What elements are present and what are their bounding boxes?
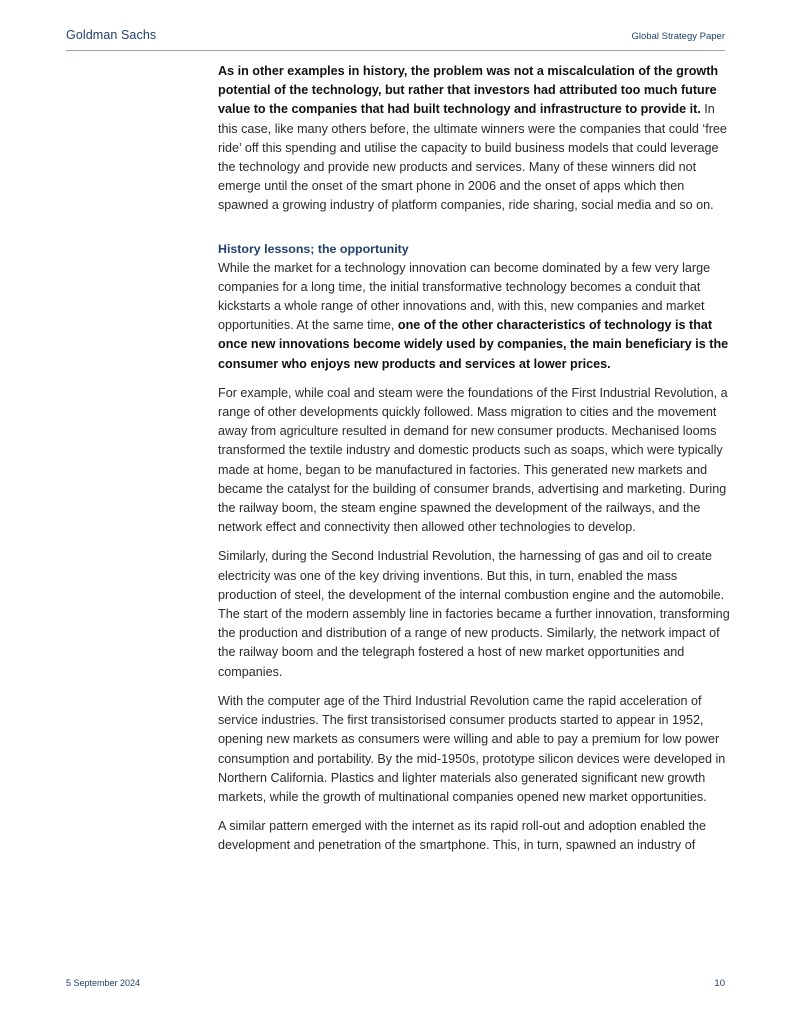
paragraph-4: Similarly, during the Second Industrial Revolution, the harnessing of gas and oil to create electricity was one of the key driving inventions. But this, in turn, enabled the mass production of steel, the development of the internal combustion engine and the automobile. The start of the modern assembly line in factories became a further innovation, transforming the production and distribution of a range of new products. Similarly, the network impact of the railway boom and the telegraph fostered a host of new market opportunities and companies. — [218, 549, 730, 679]
page-number: 10 — [714, 978, 725, 989]
brand-name: Goldman Sachs — [66, 28, 157, 42]
paragraph-2-text: While the market for a technology innovation can become dominated by a few very large companies for a long time, the initial transformative technology becomes a conduit that kickstarts a whole range of other innovations and, with this, new companies and market opportunities. At the same time, — [218, 260, 711, 333]
paragraph-6: A similar pattern emerged with the internet as its rapid roll-out and adoption enabled the development and penetration of the smartphone. This, in turn, spawned an industry of — [218, 819, 706, 853]
paragraph-2 — [218, 259, 730, 374]
page-header — [66, 28, 725, 51]
document-type: Global Strategy Paper — [631, 31, 725, 42]
paragraph-3: For example, while coal and steam were the foundations of the First Industrial Revolution, a range of other developments quickly followed. Mass migration to cities and the movement away from agriculture resulted in demand for new consumer products. Mechanised looms transformed the textile industry and domestic products such as soaps, which were typically made at home, began to be manufactured in factories. This generated new markets and became the catalyst for the building of consumer brands, advertising and marketing. During the railway boom, the steam engine spawned the development of the railways, and the network effect and connectivity then allowed other technologies to develop. — [218, 385, 728, 535]
footer-date: 5 September 2024 — [66, 978, 141, 988]
article-body — [218, 62, 730, 866]
paragraph-5: With the computer age of the Third Industrial Revolution came the rapid acceleration of service industries. The first transistorised consumer products started to appear in 1952, opening new markets as consumers were willing and able to pay a premium for low power consumption and portability. By the mid-1950s, prototype silicon devices were developed in Northern California. Plastics and lighter materials also generated significant new growth markets, while the growth of multinational companies opened new market opportunities. — [218, 693, 726, 804]
paragraph-1 — [218, 62, 730, 216]
paragraph-1-text: In this case, like many others before, the ultimate winners were the companies that could ‘free ride’ off this spending and utilise the capacity to build business models that could leverage the technology and provide new products and services. Many of these winners did not emerge until the onset of the smart phone in 2006 and the onset of apps which then spawned a growing industry of platform companies, ride sharing, social media and so on. — [218, 102, 727, 213]
paragraph-2-bold: one of the other characteristics of technology is that once new innovations become widely used by companies, the main beneficiary is the consumer who enjoys new products and services at lower prices. — [218, 318, 729, 371]
section-heading: History lessons; the opportunity — [218, 241, 409, 256]
paragraph-1-bold: As in other examples in history, the problem was not a miscalculation of the growth potential of the technology, but rather that investors had attributed too much future value to the companies that had built technology and infrastructure to provide it. — [218, 64, 719, 117]
